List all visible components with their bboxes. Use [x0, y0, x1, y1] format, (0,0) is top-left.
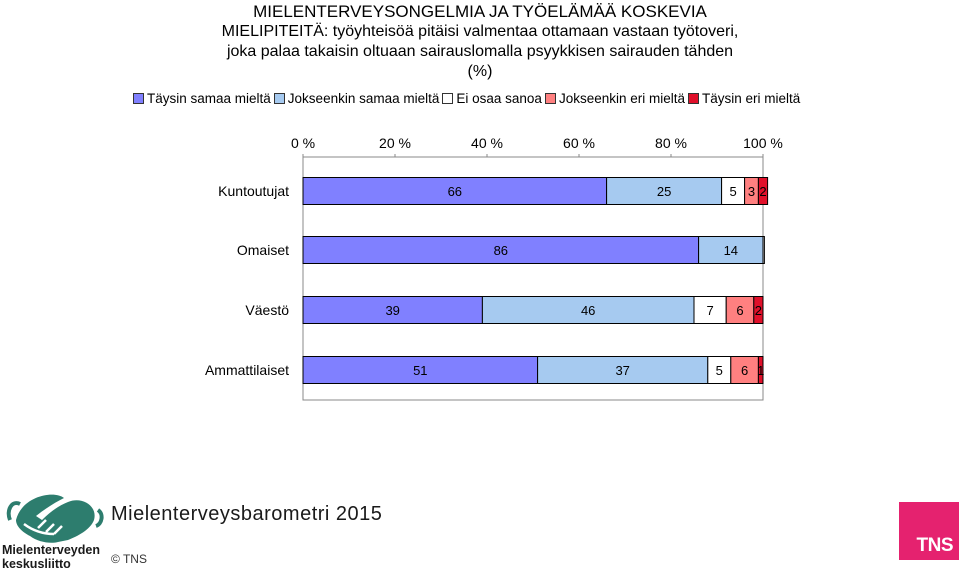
- organization-name: [2, 543, 100, 571]
- x-tick-label: 80 %: [655, 135, 687, 151]
- category-label: Kuntoutujat: [218, 183, 289, 199]
- org-line-1: Mielenterveyden: [2, 543, 100, 557]
- legend-label-4: Jokseenkin eri mieltä: [558, 91, 685, 106]
- title-line-3: joka palaa takaisin oltuaan sairauslomalla psyykkisen sairauden tähden: [226, 43, 734, 60]
- data-label: 51: [413, 363, 428, 378]
- x-tick-label: 60 %: [563, 135, 595, 151]
- data-label: 25: [656, 184, 672, 199]
- category-label: Ammattilaiset: [204, 362, 289, 378]
- org-line-2: keskusliitto: [2, 557, 71, 571]
- data-label: 6: [740, 363, 749, 378]
- tns-logo-text: TNS: [916, 535, 953, 556]
- legend-label-5: Täysin eri mieltä: [702, 91, 801, 106]
- data-label: 5: [715, 363, 723, 378]
- data-label: 39: [385, 303, 400, 318]
- data-label: 86: [493, 243, 509, 258]
- data-label: 6: [736, 303, 744, 318]
- data-label: 7: [706, 303, 714, 318]
- category-label: Omaiset: [236, 242, 289, 258]
- data-label: 14: [723, 243, 739, 258]
- x-tick-label: 20 %: [379, 135, 411, 151]
- category-label: Väestö: [245, 302, 289, 318]
- legend-label-1: Täysin samaa mieltä: [147, 91, 271, 106]
- data-label: 66: [447, 184, 463, 199]
- legend-label-2: Jokseenkin samaa mieltä: [287, 91, 440, 106]
- copyright: © TNS: [111, 552, 147, 566]
- bar-segment: [763, 237, 764, 264]
- survey-name: Mielenterveysbarometri 2015: [111, 503, 383, 525]
- legend-label-3: Ei osaa sanoa: [456, 91, 542, 106]
- title-line-4: (%): [467, 63, 493, 80]
- data-label: 3: [747, 184, 756, 199]
- x-tick-label: 100 %: [743, 135, 783, 151]
- data-label: 5: [729, 184, 737, 199]
- data-label: 2: [759, 184, 767, 199]
- data-label: 46: [580, 303, 596, 318]
- data-label: 2: [754, 303, 763, 318]
- tns-logo: [899, 502, 959, 560]
- x-tick-label: 0 %: [290, 135, 316, 151]
- title-line-2: MIELIPITEITÄ: työyhteisöä pitäisi valmentaa ottamaan vastaan työtoveri,: [221, 23, 739, 40]
- data-label: 1: [757, 363, 765, 378]
- data-label: 37: [615, 363, 630, 378]
- title-line-1: MIELENTERVEYSONGELMIA JA TYÖELÄMÄÄ KOSKEVIA: [253, 2, 707, 21]
- x-tick-label: 40 %: [471, 135, 503, 151]
